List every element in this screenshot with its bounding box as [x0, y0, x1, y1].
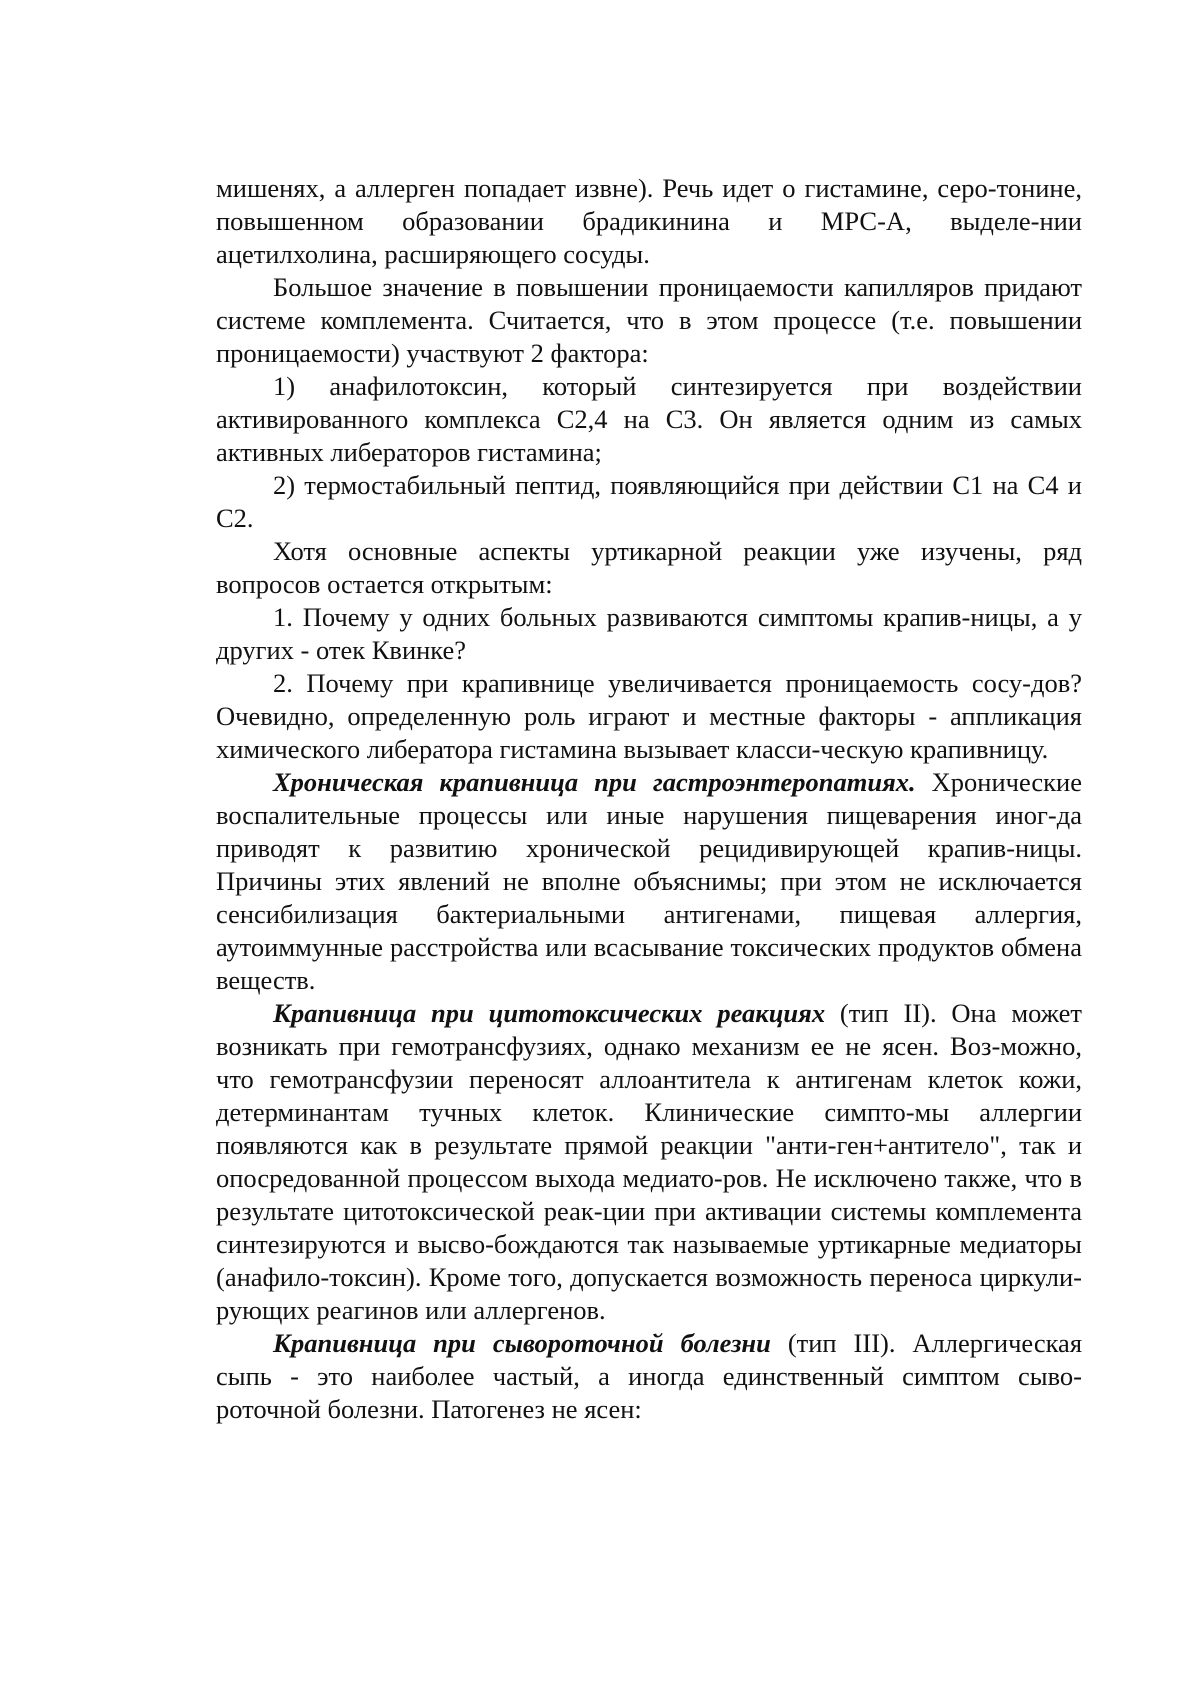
paragraph-1 — [216, 172, 1082, 271]
paragraph-8-text: Хронические воспалительные процессы или иные нарушения пищеварения иног-да приводят к развитию хронической рецидивирующей крапив-ницы. Причины этих явлений не вполне объяснимы; при этом не исключается сенсибилизация бактериальными антигенами, пищевая аллергия, аутоиммунные расстройства или всасывание токсических продуктов обмена веществ. — [216, 767, 1082, 995]
paragraph-7-text: 2. Почему при крапивнице увеличивается проницаемость сосу-дов? Очевидно, определенную роль играют и местные факторы - аппликация химического либератора гистамина вызывает класси-ческую крапивницу. — [216, 668, 1082, 764]
paragraph-7 — [216, 667, 1082, 766]
paragraph-4-text: 2) термостабильный пептид, появляющийся при действии С1 на С4 и С2. — [216, 470, 1082, 533]
paragraph-6-text: 1. Почему у одних больных развиваются симптомы крапив-ницы, а у других - отек Квинке? — [216, 602, 1082, 665]
paragraph-3 — [216, 370, 1082, 469]
section-heading-serum-sickness: Крапивница при сывороточной болезни — [273, 1328, 771, 1358]
paragraph-2-text: Большое значение в повышении проницаемости капилляров придают системе комплемента. Считается, что в этом процессе (т.е. повышении проницаемости) участвуют 2 фактора: — [216, 272, 1082, 368]
section-heading-gastroenteropathy: Хроническая крапивница при гастроэнтеропатиях. — [273, 767, 916, 797]
paragraph-8 — [216, 766, 1082, 997]
paragraph-10 — [216, 1327, 1082, 1426]
section-heading-cytotoxic: Крапивница при цитотоксических реакциях — [273, 998, 826, 1028]
paragraph-10-text: (тип III). Аллергическая сыпь - это наиболее частый, а иногда единственный симптом сыво-роточной болезни. Патогенез не ясен: — [216, 1328, 1083, 1424]
paragraph-3-text: 1) анафилотоксин, который синтезируется при воздействии активированного комплекса С2,4 на С3. Он является одним из самых активных либераторов гистамина; — [216, 371, 1082, 467]
paragraph-4 — [216, 469, 1082, 535]
paragraph-2 — [216, 271, 1082, 370]
paragraph-9-text: (тип II). Она может возникать при гемотрансфузиях, однако механизм ее не ясен. Воз-можно, что гемотрансфузии переносят аллоантитела к антигенам клеток кожи, детерминантам тучных клеток. Клинические симпто-мы аллергии появляются как в результате прямой реакции "анти-ген+антитело", так и опосредованной процессом выхода медиато-ров. Не исключено также, что в результате цитотоксической реак-ции при активации системы комплемента синтезируются и высво-бождаются так называемые уртикарные медиаторы (анафило-токсин). Кроме того, допускается возможность переноса циркули-рующих реагинов или аллергенов. — [216, 998, 1082, 1325]
paragraph-9 — [216, 997, 1082, 1327]
paragraph-1-text: мишенях, а аллерген попадает извне). Речь идет о гистамине, серо-тонине, повышенном образовании брадикинина и МРС-А, выделе-нии ацетилхолина, расширяющего сосуды. — [216, 173, 1082, 269]
paragraph-6 — [216, 601, 1082, 667]
document-page — [216, 172, 1082, 1426]
paragraph-5-text: Хотя основные аспекты уртикарной реакции уже изучены, ряд вопросов остается открытым: — [216, 536, 1082, 599]
paragraph-5 — [216, 535, 1082, 601]
